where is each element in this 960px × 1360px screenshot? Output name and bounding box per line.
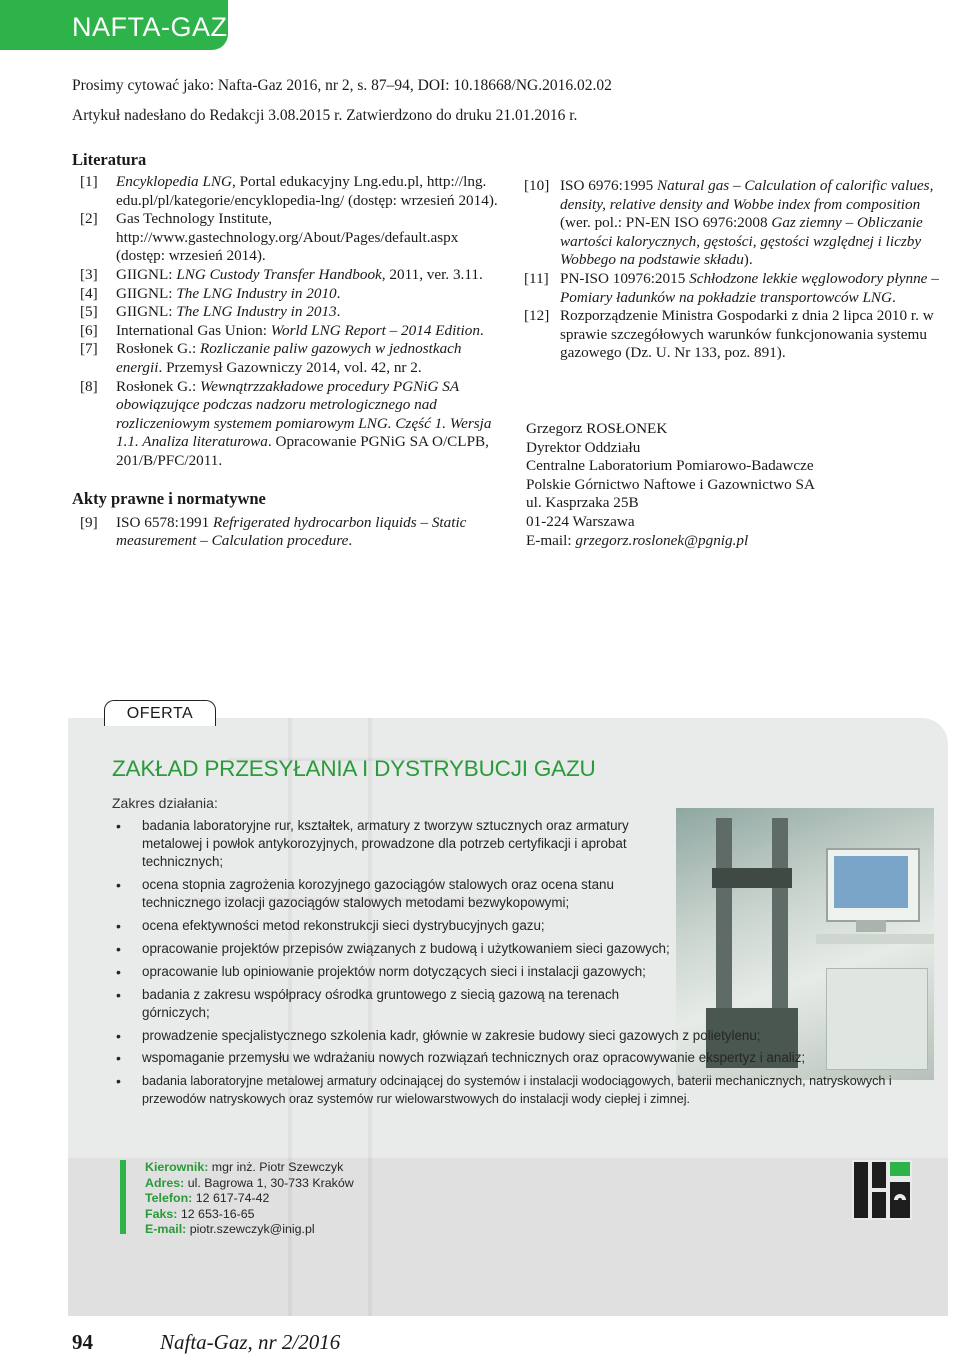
author-unit: Centralne Laboratorium Pomiarowo-Badawcze <box>526 457 814 475</box>
offer-item: • badania laboratoryjne metalowej armatury odcinającej do systemów i instalacji wodociągowych, baterii mechanicznych, natryskowych i przewodów natryskowych oraz systemów rur wielowarstwowych do instalacji wody ciepłej i zimnej. <box>112 1072 912 1108</box>
reference-item <box>80 322 504 341</box>
reference-text: . Opracowanie PGNiG SA O/CLPB, 201/B/PFC/2011. <box>116 433 489 469</box>
offer-title: ZAKŁAD PRZESYŁANIA I DYSTRYBUCJI GAZU <box>112 756 596 781</box>
reference-text: LNG Custody Transfer Handbook <box>176 265 382 283</box>
reference-text: ). <box>743 251 753 269</box>
reference-item <box>524 307 954 363</box>
reference-text: . <box>336 303 341 321</box>
page-number: 94 <box>72 1330 93 1354</box>
reference-text: Rosłonek G.: <box>116 340 200 358</box>
author-name: Grzegorz ROSŁONEK <box>526 420 668 437</box>
literature-list <box>80 173 504 471</box>
contact-accent-bar <box>120 1160 126 1234</box>
contact-phone-label: Telefon: <box>145 1191 193 1205</box>
reference-text: , Portal edukacyjny Lng.edu.pl, http://lng. edu.pl/pl/kategorie/encyklopedia-lng/ (dostęp: wrzesień 2014). <box>116 173 498 209</box>
reference-item <box>80 266 504 285</box>
reference-number: [1] <box>80 173 98 190</box>
contact-fax <box>145 1207 354 1223</box>
author-city: 01-224 Warszawa <box>526 512 635 530</box>
reference-item <box>80 303 504 322</box>
right-column <box>524 177 954 363</box>
reference-number: [10] <box>524 177 550 194</box>
reference-text: . <box>479 321 484 339</box>
reference-text: World LNG Report – 2014 Edition <box>270 321 480 339</box>
reference-text: (wer. pol.: PN-EN ISO 6976:2008 <box>560 214 772 232</box>
contact-fax-value: 12 653-16-65 <box>180 1206 255 1221</box>
offer-item: • opracowanie lub opiniowanie projektów norm dotyczących sieci i instalacji gazowych; <box>112 963 682 981</box>
offer-item: • opracowanie projektów przepisów związanych z budową i użytkowaniem sieci gazowych; <box>112 940 682 958</box>
contact-email-value[interactable]: piotr.szewczyk@inig.pl <box>189 1222 315 1236</box>
offer-items-list <box>112 817 912 1113</box>
inig-logo-icon <box>852 1160 912 1220</box>
contact-address-label: Adres: <box>145 1175 185 1190</box>
reference-text: The LNG Industry in 2013 <box>176 303 337 321</box>
reference-text: , 2011, ver. 3.11. <box>381 265 483 283</box>
legal-list <box>80 514 504 551</box>
reference-text: . <box>348 532 353 550</box>
reference-item <box>80 514 504 551</box>
journal-tab: NAFTA-GAZ <box>0 0 228 50</box>
reference-item <box>524 270 954 307</box>
author-position: Dyrektor Oddziału <box>526 438 641 456</box>
reference-text: Gaz ziemny – Obliczanie wartości kalorycznych, gęstości, gęstości względnej i liczby Wobbego na podstawie składu <box>560 214 923 269</box>
author-email-link[interactable]: grzegorz.roslonek@pgnig.pl <box>575 531 749 549</box>
left-column <box>72 150 504 551</box>
offer-item: • wspomaganie przemysłu we wdrażaniu nowych rozwiązań technicznych oraz opracowywanie ekspertyz i analiz; <box>112 1049 912 1067</box>
reference-number: [11] <box>524 269 549 287</box>
reference-number: [8] <box>80 377 98 395</box>
contact-email <box>145 1222 354 1238</box>
reference-item <box>80 173 504 210</box>
offer-item: • badania z zakresu współpracy ośrodka gruntowego z siecią gazową na terenach górniczych; <box>112 986 682 1022</box>
author-company: Polskie Górnictwo Naftowe i Gazownictwo SA <box>526 475 815 493</box>
reference-text: . <box>892 288 896 306</box>
reference-text: . Przemysł Gazowniczy 2014, vol. 42, nr 2. <box>158 358 422 376</box>
footer-journal-name: Nafta-Gaz, nr 2/2016 <box>160 1330 341 1354</box>
reference-item <box>80 340 504 377</box>
author-street: ul. Kasprzaka 25B <box>526 494 639 512</box>
reference-text: Natural gas – Calculation of calorific values, density, relative density and Wobbe index from composition <box>560 177 934 213</box>
offer-item: • ocena efektywności metod rekonstrukcji sieci dystrybucyjnych gazu; <box>112 917 682 935</box>
reference-text: GIIGNL: <box>116 284 177 302</box>
offer-tab: OFERTA <box>104 700 216 726</box>
reference-text: Rozporządzenie Ministra Gospodarki z dnia 2 lipca 2010 r. w sprawie szczegółowych warunków funkcjonowania systemu gazowego (Dz. U. Nr 133, poz. 891). <box>560 307 934 362</box>
contact-head-value: mgr inż. Piotr Szewczyk <box>211 1160 344 1174</box>
reference-text: ISO 6578:1991 <box>116 513 214 531</box>
contact-head <box>145 1160 354 1176</box>
reference-text: ISO 6976:1995 <box>560 177 658 194</box>
reference-text: The LNG Industry in 2010 <box>176 284 337 302</box>
reference-number: [5] <box>80 303 98 321</box>
offer-item: • prowadzenie specjalistycznego szkolenia kadr, głównie w zakresie budowy sieci gazowych z polietylenu; <box>112 1027 912 1045</box>
contact-head-label: Kierownik: <box>145 1160 209 1174</box>
citation-line: Prosimy cytować jako: Nafta-Gaz 2016, nr 2, s. 87–94, DOI: 10.18668/NG.2016.02.02 <box>72 77 612 94</box>
offer-item: • ocena stopnia zagrożenia korozyjnego gazociągów stalowych oraz ocena stanu technicznego izolacji gazociągów stalowych metodami bezwykopowymi; <box>112 876 682 912</box>
contact-email-label: E-mail: <box>145 1222 187 1236</box>
reference-number: [2] <box>80 210 98 228</box>
reference-text: International Gas Union: <box>116 321 271 339</box>
author-email-line <box>526 532 946 551</box>
legal-list-continued <box>524 177 954 363</box>
legal-heading: Akty prawne i normatywne <box>72 488 266 508</box>
contact-block <box>145 1160 354 1238</box>
reference-number: [4] <box>80 284 98 302</box>
author-block <box>526 420 946 550</box>
reference-text: GIIGNL: <box>116 265 177 283</box>
reference-number: [9] <box>80 513 98 531</box>
reference-text: GIIGNL: <box>116 303 177 321</box>
reference-text: . <box>336 284 341 302</box>
reference-number: [12] <box>524 307 550 325</box>
reference-item <box>80 285 504 304</box>
contact-fax-label: Faks: <box>145 1206 178 1221</box>
dates-line: Artykuł nadesłano do Redakcji 3.08.2015 r. Zatwierdzono do druku 21.01.2016 r. <box>72 107 578 124</box>
reference-item <box>80 378 504 471</box>
reference-text: Encyklopedia LNG <box>116 173 232 190</box>
reference-item <box>80 210 504 266</box>
offer-scope-label: Zakres działania: <box>112 795 218 811</box>
reference-number: [7] <box>80 340 98 358</box>
reference-text: Gas Technology Institute, http://www.gastechnology.org/About/Pages/default.aspx (dostęp: wrzesień 2014). <box>116 210 459 265</box>
reference-text: Refrigerated hydrocarbon liquids – Static measurement – Calculation procedure <box>116 513 467 550</box>
contact-phone <box>145 1191 354 1207</box>
reference-number: [3] <box>80 265 98 283</box>
reference-text: Rosłonek G.: <box>116 377 200 395</box>
literature-heading: Literatura <box>72 150 147 169</box>
reference-text: PN-ISO 10976:2015 <box>560 269 690 287</box>
reference-text: Rozliczanie paliw gazowych w jednostkach energii <box>116 340 462 376</box>
reference-item <box>524 177 954 270</box>
contact-address <box>145 1176 354 1192</box>
reference-text: Schłodzone lekkie węglowodory płynne – Pomiary ładunków na pokładzie transportowców LNG <box>560 269 939 306</box>
reference-number: [6] <box>80 321 98 339</box>
author-email-label: E-mail: <box>526 531 576 549</box>
contact-address-value: ul. Bagrowa 1, 30-733 Kraków <box>187 1175 354 1190</box>
contact-phone-value: 12 617-74-42 <box>195 1191 270 1205</box>
reference-text: Wewnątrzzakładowe procedury PGNiG SA obowiązujące podczas nadzoru metrologicznego nad rozliczeniowym systemem pomiarowym LNG. Część 1. Wersja 1.1. Analiza literaturowa <box>116 377 492 451</box>
offer-item: • badania laboratoryjne rur, kształtek, armatury z tworzyw sztucznych oraz armatury metalowej i powłok antykorozyjnych, prowadzone dla potrzeb certyfikacji i aprobat technicznych; <box>112 817 682 872</box>
